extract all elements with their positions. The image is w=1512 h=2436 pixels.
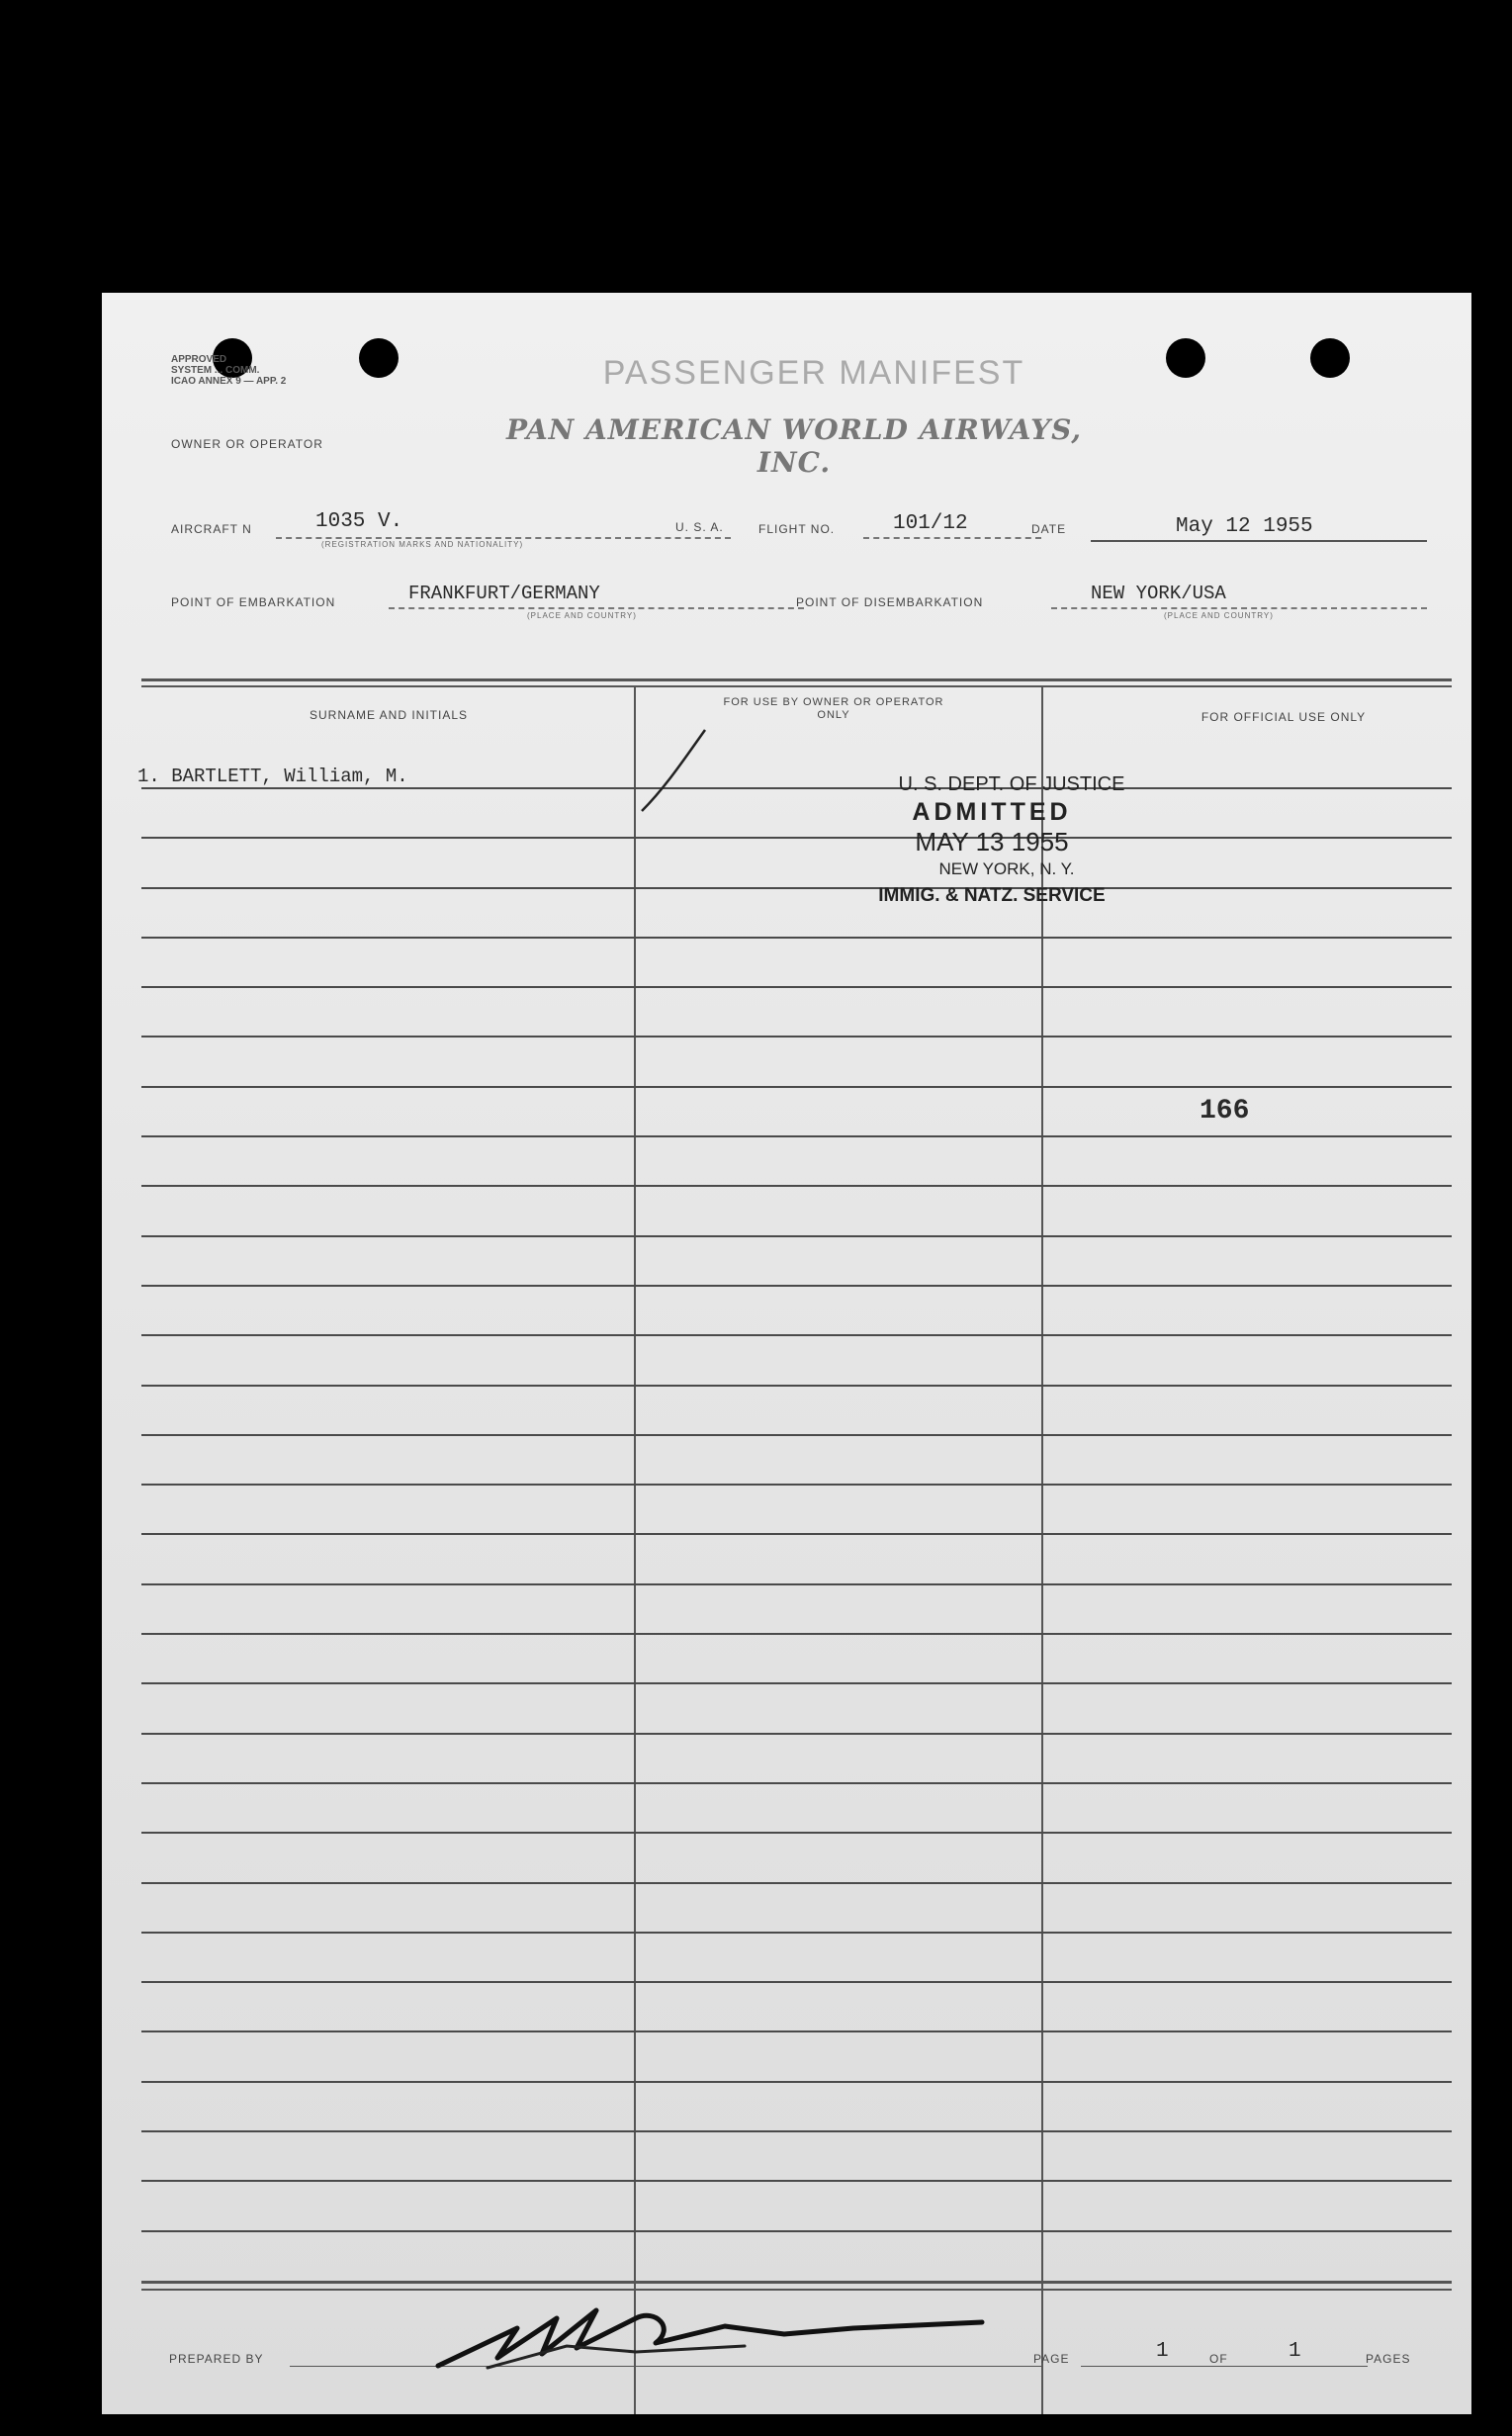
table-row-line [141, 1334, 1452, 1336]
stamp-line-5: IMMIG. & NATZ. SERVICE [878, 885, 1106, 906]
embarkation-caption: (PLACE AND COUNTRY) [527, 611, 637, 620]
table-row-line [141, 1235, 1452, 1237]
table-row-line [141, 1135, 1452, 1137]
table-row-line [141, 837, 1452, 839]
page-label: PAGE [1033, 2352, 1070, 2366]
table-row-line [141, 1185, 1452, 1187]
stamp-line-1: U. S. DEPT. OF JUSTICE [898, 773, 1125, 795]
approval-line-2: SYSTEM ... COMM. [171, 365, 260, 376]
punch-hole-2 [359, 338, 399, 378]
nationality: U. S. A. [675, 520, 724, 534]
table-row-line [141, 787, 1452, 789]
column-header-operator [715, 696, 952, 722]
table-row-line [141, 1385, 1452, 1387]
column-header-operator-text: FOR USE BY OWNER OR OPERATOR ONLY [723, 696, 944, 721]
approval-block [171, 354, 286, 387]
approval-line-3: ICAO ANNEX 9 — APP. 2 [171, 376, 287, 387]
punch-hole-3 [1166, 338, 1205, 378]
flight-label: FLIGHT NO. [758, 522, 836, 536]
stamp-line-4: NEW YORK, N. Y. [938, 859, 1075, 878]
page-value: 1 [1156, 2340, 1169, 2363]
date-label: DATE [1031, 522, 1067, 536]
signature-icon [428, 2289, 1002, 2378]
official-number: 166 [1200, 1096, 1250, 1127]
table-row-line [141, 1533, 1452, 1535]
registration-caption: (REGISTRATION MARKS AND NATIONALITY) [321, 540, 524, 549]
table-row-line [141, 887, 1452, 889]
pages-label: PAGES [1366, 2352, 1411, 2366]
of-label: OF [1209, 2352, 1228, 2366]
table-row-line [141, 1782, 1452, 1784]
column-header-surname: SURNAME AND INITIALS [309, 708, 469, 722]
table-row-line [141, 1981, 1452, 1983]
table-row-line [141, 1832, 1452, 1834]
approval-line-1: APPROVED [171, 354, 227, 365]
table-row-line [141, 1633, 1452, 1635]
aircraft-label: AIRCRAFT N [171, 522, 252, 536]
table-row-line [141, 1682, 1452, 1684]
table-row-line [141, 2030, 1452, 2032]
embarkation-label: POINT OF EMBARKATION [171, 595, 336, 609]
stamp-line-3: MAY 13 1955 [915, 827, 1069, 857]
table-row-line [141, 2180, 1452, 2182]
stamp-line-2: ADMITTED [912, 798, 1072, 826]
form-title: PASSENGER MANIFEST [602, 354, 1025, 392]
admission-stamp [824, 773, 1160, 907]
check-mark-icon [636, 718, 715, 817]
table-row-line [141, 1434, 1452, 1436]
owner-label: OWNER OR OPERATOR [171, 437, 323, 451]
of-value: 1 [1289, 2340, 1301, 2363]
embarkation-value: FRANKFURT/GERMANY [408, 583, 600, 604]
punch-hole-4 [1310, 338, 1350, 378]
table-row-line [141, 2081, 1452, 2083]
table-row-line [141, 2130, 1452, 2132]
table-row-line [141, 1733, 1452, 1735]
manifest-sheet [102, 293, 1471, 2414]
disembarkation-caption: (PLACE AND COUNTRY) [1164, 611, 1274, 620]
disembarkation-value: NEW YORK/USA [1091, 583, 1226, 604]
table-row-line [141, 1285, 1452, 1287]
aircraft-value: 1035 V. [315, 510, 403, 533]
disembarkation-label: POINT OF DISEMBARKATION [796, 595, 984, 609]
table-row-line [141, 986, 1452, 988]
table-row-line [141, 1932, 1452, 1934]
date-value: May 12 1955 [1176, 515, 1313, 538]
table-row-line [141, 1484, 1452, 1486]
table-row-line [141, 1036, 1452, 1038]
passenger-row-1-surname: 1. BARTLETT, William, M. [137, 766, 408, 787]
table-row-line [141, 2230, 1452, 2232]
table-row-line [141, 1086, 1452, 1088]
flight-value: 101/12 [893, 512, 968, 535]
table-row-line [141, 937, 1452, 939]
column-header-official: FOR OFFICIAL USE ONLY [1201, 710, 1367, 724]
table-row-line [141, 1583, 1452, 1585]
prepared-by-label: PREPARED BY [169, 2352, 264, 2366]
table-row-line [141, 1882, 1452, 1884]
operator-name: PAN AMERICAN WORLD AIRWAYS, INC. [505, 413, 1083, 479]
